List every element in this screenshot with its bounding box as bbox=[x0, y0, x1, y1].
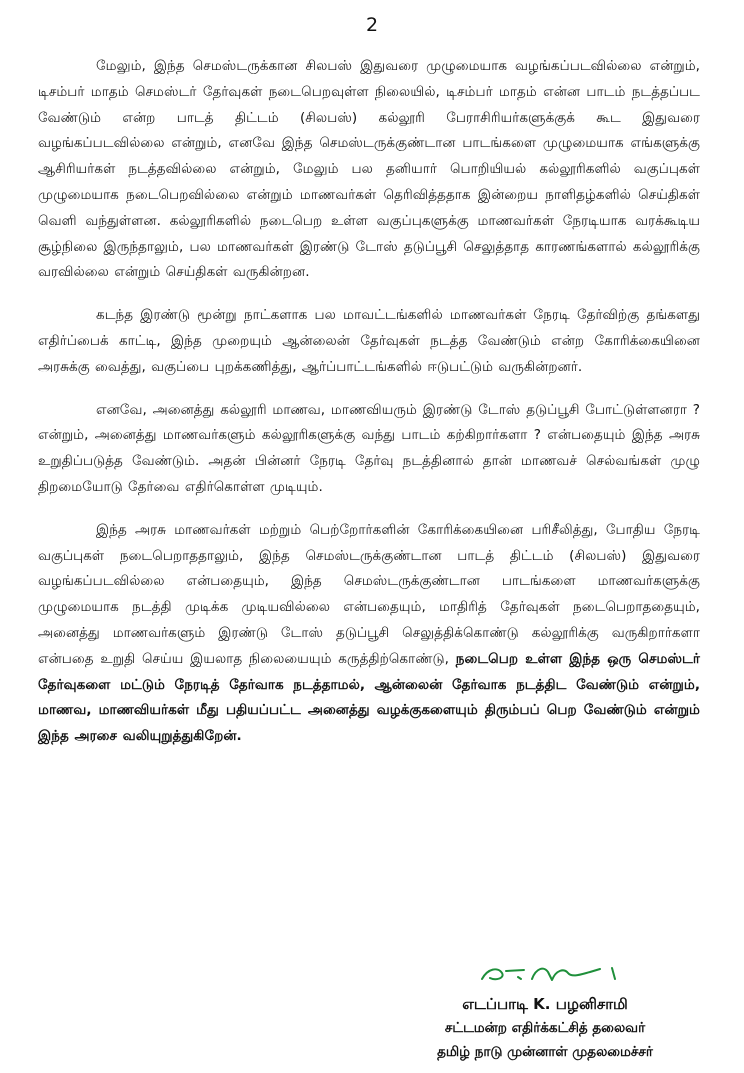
signer-name: எடப்பாடி K. பழனிசாமி bbox=[462, 995, 628, 1013]
paragraph-2 bbox=[38, 303, 700, 380]
paragraph-3 bbox=[38, 398, 700, 501]
paragraph-4 bbox=[38, 518, 700, 750]
letter-body bbox=[38, 54, 700, 767]
signer-title-1: சட்டமன்ற எதிர்க்கட்சித் தலைவர் bbox=[444, 1020, 646, 1036]
paragraph-4-emphasis: நடைபெற உள்ள இந்த ஒரு செமஸ்டர் தேர்வுகளை மட்டும் நேரடித் தேர்வாக நடத்தாமல், ஆன்லைன் தேர்வாக நடத்திட வேண்டும் என்றும், மாணவ, மாணவியர்கள் மீது பதியப்பட்ட அனைத்து வழக்குகளையும் திரும்பப் பெற வேண்டும் என்றும் இந்த அரசை வலியுறுத்துகிறேன். bbox=[38, 650, 700, 745]
paragraph-1 bbox=[38, 54, 700, 286]
paragraph-1-text: மேலும், இந்த செமஸ்டருக்கான சிலபஸ் இதுவரை முழுமையாக வழங்கப்படவில்லை என்றும், டிசம்பர் மாதம் செமஸ்டர் தேர்வுகள் நடைபெறவுள்ள நிலையில், டிசம்பர் மாதம் என்ன பாடம் நடத்தப்பட வேண்டும் என்ற பாடத் திட்டம் (சிலபஸ்) கல்லூரி பேராசிரியர்களுக்குக் கூட இதுவரை வழங்கப்படவில்லை என்றும், எனவே இந்த செமஸ்டருக்குண்டான பாடங்களை முழுமையாக எங்களுக்கு ஆசிரியர்கள் நடத்தவில்லை என்றும், மேலும் பல தனியார் பொறியியல் கல்லூரிகளில் வகுப்புகள் முழுமையாக நடைபெறவில்லை என்றும் மாணவர்கள் தெரிவித்ததாக இன்றைய நாளிதழ்களில் செய்திகள் வெளி வந்துள்ளன. கல்லூரிகளில் நடைபெற உள்ள வகுப்புகளுக்கு மாணவர்கள் நேரடியாக வரக்கூடிய சூழ்நிலை இருந்தாலும், பல மாணவர்கள் இரண்டு டோஸ் தடுப்பூசி செலுத்தாத காரணங்களால் கல்லூரிக்கு வரவில்லை என்றும் செய்திகள் வருகின்றன. bbox=[38, 58, 700, 281]
handwritten-signature bbox=[478, 962, 628, 988]
signer-title-2: தமிழ் நாடு முன்னாள் முதலமைச்சர் bbox=[437, 1044, 653, 1060]
paragraph-4-text: இந்த அரசு மாணவர்கள் மற்றும் பெற்றோர்களின் கோரிக்கையினை பரிசீலித்து, போதிய நேரடி வகுப்புகள் நடைபெறாததாலும், இந்த செமஸ்டருக்குண்டான பாடத் திட்டம் (சிலபஸ்) இதுவரை வழங்கப்படவில்லை என்பதையும், இந்த செமஸ்டருக்குண்டான பாடங்களை மாணவர்களுக்கு முழுமையாக நடத்தி முடிக்க முடியவில்லை என்பதையும், மாதிரித் தேர்வுகள் நடைபெறாததையும், அனைத்து மாணவர்களும் இரண்டு டோஸ் தடுப்பூசி செலுத்திக்கொண்டு கல்லூரிக்கு வருகிறார்களா என்பதை உறுதி செய்ய இயலாத நிலையையும் கருத்திற்கொண்டு, bbox=[38, 521, 700, 667]
page-number: 2 bbox=[365, 14, 379, 36]
paragraph-3-text: எனவே, அனைத்து கல்லூரி மாணவ, மாணவியரும் இரண்டு டோஸ் தடுப்பூசி போட்டுள்ளனரா ? என்றும், அனைத்து மாணவர்களும் கல்லூரிகளுக்கு வந்து பாடம் கற்கிறார்களா ? என்பதையும் இந்த அரசு உறுதிப்படுத்த வேண்டும். அதன் பின்னர் நேரடி தேர்வு நடத்தினால் தான் மாணவச் செல்வங்கள் முழு திறமையோடு தேர்வை எதிர்கொள்ள முடியும். bbox=[38, 401, 700, 495]
paragraph-2-text: கடந்த இரண்டு மூன்று நாட்களாக பல மாவட்டங்களில் மாணவர்கள் நேரடி தேர்விற்கு தங்களது எதிர்ப்பைக் காட்டி, இந்த முறையும் ஆன்லைன் தேர்வுகள் நடத்த வேண்டும் என்ற கோரிக்கையினை அரசுக்கு வைத்து, வகுப்பை புறக்கணித்து, ஆர்ப்பாட்டங்களில் ஈடுபட்டும் வருகின்றனர். bbox=[38, 307, 700, 375]
signature-block bbox=[380, 992, 710, 1064]
